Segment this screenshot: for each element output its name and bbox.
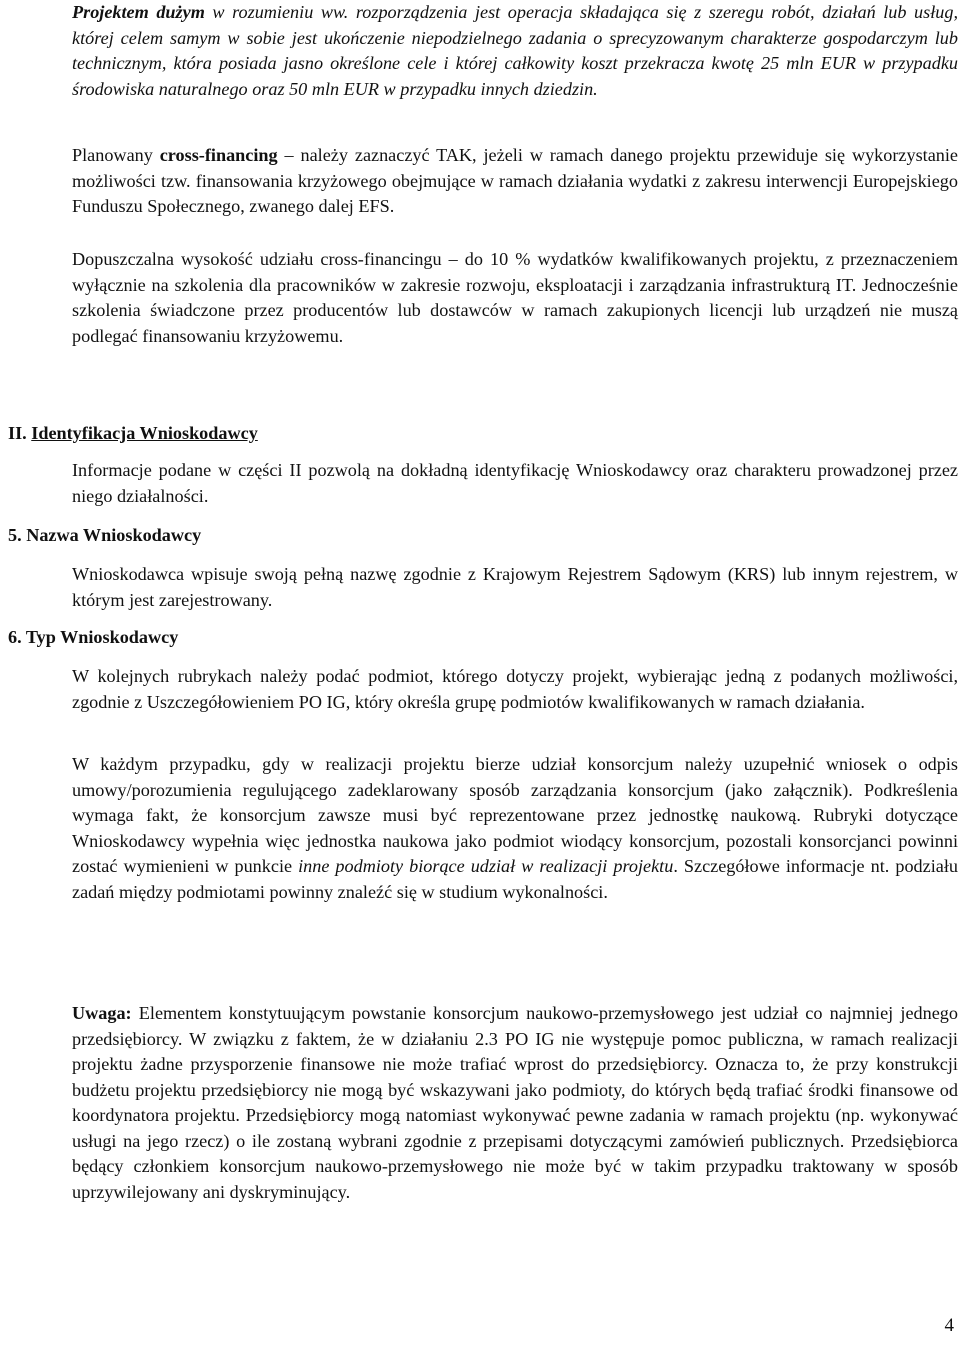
item-6-heading: 6. Typ Wnioskodawcy <box>8 627 179 647</box>
item-6-text-2-a: W każdym przypadku, gdy w realizacji projektu bierze udział konsorcjum należy uzupełnić wniosek o odpis umowy/porozumienia regulującego zadeklarowany sposób zarządzania konsorcjum (jako załącznik). Podkreślenia wymaga fakt, że konsorcjum zawsze musi być reprezentowane przez jednostkę naukową. Rubryki dotyczące Wnioskodawcy wypełnia więc jednostka naukowa jako podmiot wiodący konsorcjum, pozostali konsorcjanci powinni zostać wymienieni w punkcie <box>72 754 958 876</box>
item-6-text-2-b: . Szczegółowe informacje nt. podziału zadań między podmiotami powinny znaleźć się w studium wykonalności. <box>72 856 958 902</box>
large-project-definition <box>72 0 958 102</box>
cross-financing-paragraph <box>72 143 958 220</box>
note-text: Elementem konstytuującym powstanie konsorcjum naukowo-przemysłowego jest udział co najmniej jednego przedsiębiorcy. W związku z faktem, że w działaniu 2.3 PO IG nie występuje pomoc publiczna, w ramach realizacji projektu żadne przysporzenie finansowe nie może trafiać wprost do przedsiębiorcy. Oznacza to, że przy konstrukcji budżetu projektu przedsiębiorcy nie mogą być wskazywani jako podmioty, do których będą trafiać środki finansowe od koordynatora projektu. Przedsiębiorcy mogą natomiast wykonywać pewne zadania w ramach projektu (np. wykonywać usługi na jego rzecz) o ile zostaną wybrani zgodnie z przepisami dotyczącymi zamówień publicznych. Przedsiębiorca będący członkiem konsorcjum naukowo-przemysłowego nie może być w takim przypadku traktowany w sposób uprzywilejowany ani dyskryminujący. <box>72 1003 958 1202</box>
cross-financing-pre: Planowany <box>72 145 160 165</box>
item-6-text-1: W kolejnych rubrykach należy podać podmiot, którego dotyczy projekt, wybierając jedną z podanych możliwości, zgodnie z Uszczegółowieniem PO IG, który określa grupę podmiotów kwalifikowanych w ramach działania. <box>72 666 958 712</box>
section-ii-number: II. <box>8 423 27 443</box>
section-ii-intro: Informacje podane w części II pozwolą na dokładną identyfikację Wnioskodawcy oraz charakteru prowadzonej przez niego działalności. <box>72 460 958 506</box>
item-6-text-2-italic: inne podmioty biorące udział w realizacji projektu <box>298 856 674 876</box>
note-label: Uwaga: <box>72 1003 132 1023</box>
cross-financing-limit-paragraph: Dopuszczalna wysokość udziału cross-financingu – do 10 % wydatków kwalifikowanych projektu, z przeznaczeniem wyłącznie na szkolenia dla pracowników w zakresie rozwoju, eksploatacji i zarządzania infrastrukturą IT. Jednocześnie szkolenia świadczone przez producentów lub dostawców w ramach zakupionych licencji lub urządzeń nie muszą podlegać finansowaniu krzyżowemu. <box>72 249 958 346</box>
note-paragraph <box>72 1001 958 1205</box>
cross-financing-term: cross-financing <box>159 145 278 165</box>
large-project-text: w rozumieniu ww. rozporządzenia jest operacja składająca się z szeregu robót, działań lub usług, której celem samym w sobie jest ukończenie niepodzielnego zadania o sprecyzowanym charakterze gospodarczym lub technicznym, która posiada jasno określone cele i której całkowity koszt przekracza kwotę 25 mln EUR w przypadku środowiska naturalnego oraz 50 mln EUR w przypadku innych dziedzin. <box>72 2 958 99</box>
section-ii-heading <box>8 421 258 447</box>
large-project-term: Projektem dużym <box>72 2 205 22</box>
item-6-text-2 <box>72 752 958 905</box>
item-5-text: Wnioskodawca wpisuje swoją pełną nazwę zgodnie z Krajowym Rejestrem Sądowym (KRS) lub innym rejestrem, w którym jest zarejestrowany. <box>72 564 958 610</box>
page-number: 4 <box>944 1315 954 1336</box>
cross-financing-text: – należy zaznaczyć TAK, jeżeli w ramach danego projektu przewiduje się wykorzystanie możliwości tzw. finansowania krzyżowego obejmujące w ramach działania wydatki z zakresu interwencji Europejskiego Funduszu Społecznego, zwanego dalej EFS. <box>72 145 959 216</box>
section-ii-title: Identyfikacja Wnioskodawcy <box>31 423 258 443</box>
item-5-heading: 5. Nazwa Wnioskodawcy <box>8 525 202 545</box>
